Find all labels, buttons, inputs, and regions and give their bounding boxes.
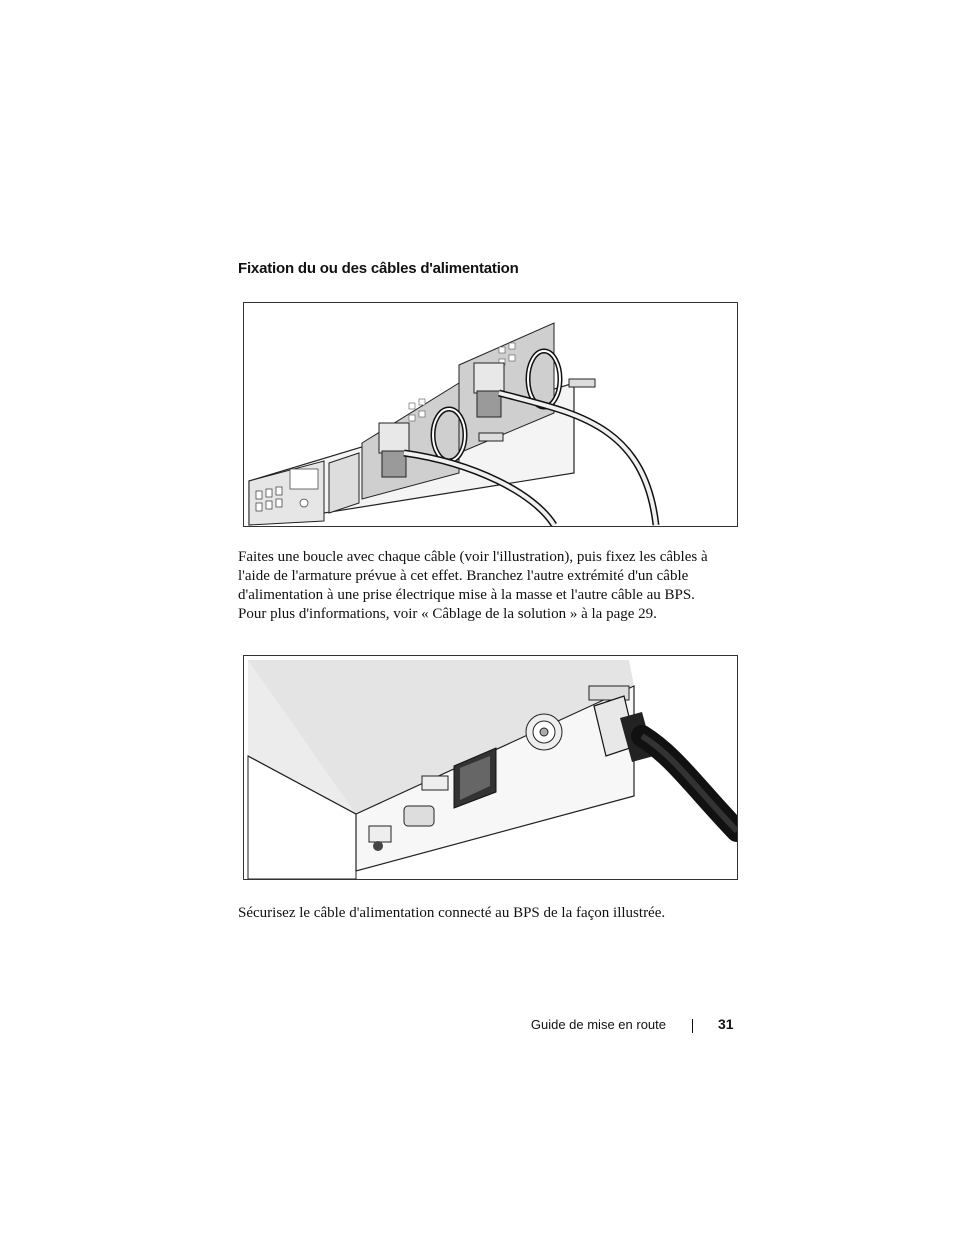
- paragraph-line: l'aide de l'armature prévue à cet effet. Branchez l'autre extrémité d'un câble: [238, 568, 689, 584]
- ups-power-cable-illustration: [243, 655, 738, 880]
- footer-separator: [692, 1019, 693, 1033]
- page-number: 31: [718, 1016, 734, 1032]
- paragraph-line: Faites une boucle avec chaque câble (voir l'illustration), puis fixez les câbles à: [238, 549, 708, 565]
- paragraph-line: Pour plus d'informations, voir « Câblage de la solution » à la page 29.: [238, 606, 657, 622]
- server-power-cable-illustration: [243, 302, 738, 527]
- paragraph-line: d'alimentation à une prise électrique mise à la masse et l'autre câble au BPS.: [238, 587, 695, 603]
- page-footer: [0, 1015, 954, 1035]
- secure-cable-paragraph: Sécurisez le câble d'alimentation connecté au BPS de la façon illustrée.: [238, 905, 666, 921]
- cable-instructions-paragraph: [238, 548, 738, 624]
- section-heading: Fixation du ou des câbles d'alimentation: [238, 260, 519, 277]
- footer-title: Guide de mise en route: [530, 1017, 666, 1032]
